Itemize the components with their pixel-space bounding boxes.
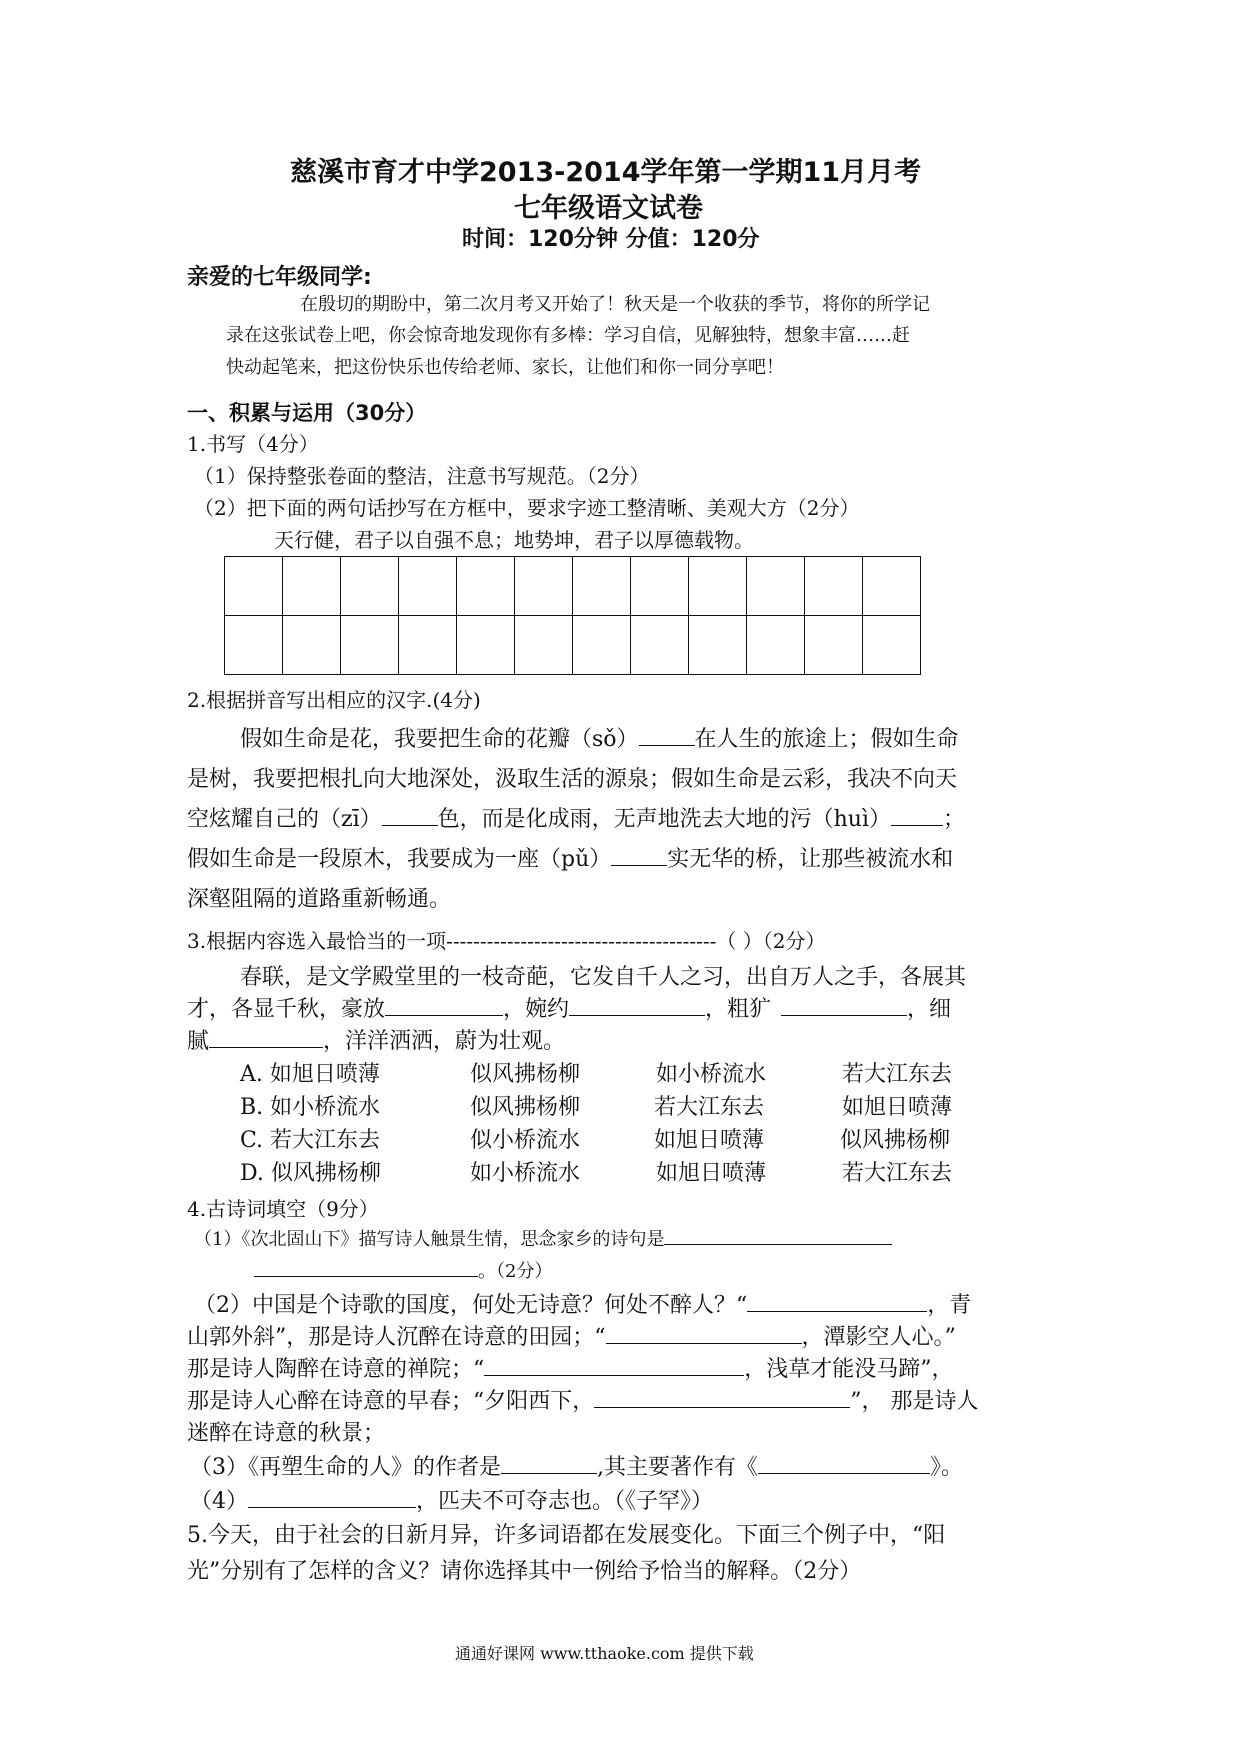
grid-cell[interactable] [225, 557, 283, 616]
option-text: 似风拂杨柳 [470, 1095, 581, 1120]
grid-cell[interactable] [515, 557, 573, 616]
grid-cell[interactable] [573, 557, 631, 616]
q2-line [187, 842, 953, 873]
q3-text: ，婉约 [503, 997, 570, 1022]
q2-text: 在人生的旅途上；假如生命 [694, 727, 959, 752]
q3-text: 腻 [187, 1029, 210, 1054]
grid-cell[interactable] [747, 616, 805, 675]
q2-title: 2.根据拼音写出相应的汉字.(4分) [187, 688, 481, 712]
option-text: C. 若大江东去 [240, 1128, 381, 1153]
q3-text: 才，各显千秋，豪放 [187, 997, 386, 1022]
option-text: 若大江东去 [842, 1062, 953, 1087]
grid-cell[interactable] [341, 557, 399, 616]
greeting-salutation: 亲爱的七年级同学: [187, 265, 372, 290]
exam-title: 慈溪市育才中学2013-2014学年第一学期11月月考 [290, 157, 922, 188]
q2-text: 假如生命是一段原木，我要成为一座（pǔ） [187, 847, 612, 872]
answer-blank[interactable] [248, 1487, 416, 1508]
time-score: 时间：120分钟 分值：120分 [462, 227, 760, 252]
option-text: 如旭日喷薄 [656, 1161, 767, 1186]
q4-text: ，匹夫不可夺志也。（《子罕》） [416, 1489, 714, 1514]
answer-blank[interactable] [891, 805, 943, 826]
q4-line [254, 1256, 552, 1283]
q2-text: ； [943, 807, 966, 832]
q2-text: 色，而是化成雨，无声地洗去大地的污（huì） [437, 807, 892, 832]
answer-blank[interactable] [385, 995, 503, 1016]
q2-line [187, 802, 965, 833]
answer-blank[interactable] [781, 995, 907, 1016]
q4-line [187, 1384, 979, 1415]
page-footer: 通通好课网 www.tthaoke.com 提供下载 [455, 1644, 754, 1663]
grid-cell[interactable] [863, 557, 921, 616]
option-text: 如小桥流水 [470, 1161, 581, 1186]
option-text: A. 如旭日喷薄 [240, 1062, 380, 1087]
greeting-line: 快动起笔来，把这份快乐也传给老师、家长，让他们和你一同分享吧！ [226, 357, 784, 378]
option-text: 如旭日喷薄 [842, 1095, 953, 1120]
answer-blank[interactable] [209, 1027, 323, 1048]
answer-blank[interactable] [484, 1355, 744, 1376]
q4-line [187, 1352, 954, 1383]
q2-line: 是树，我要把根扎向大地深处，汲取生活的源泉；假如生命是云彩，我决不向天 [187, 767, 958, 792]
option-text: 如旭日喷薄 [654, 1128, 765, 1153]
q4-text: 那是诗人心醉在诗意的早春；“夕阳西下， [187, 1389, 595, 1414]
q3-line [187, 992, 951, 1023]
q4-text: （2）中国是个诗歌的国度，何处无诗意？何处不醉人？“ [194, 1293, 748, 1318]
q2-line: 深壑阻隔的道路重新畅通。 [187, 887, 452, 912]
q2-text: 假如生命是花，我要把生命的花瓣（sǒ） [240, 727, 639, 752]
grid-cell[interactable] [863, 616, 921, 675]
grid-cell[interactable] [399, 557, 457, 616]
q4-line [190, 1450, 963, 1481]
greeting-line: 在殷切的期盼中，第二次月考又开始了！秋天是一个收获的季节，将你的所学记 [300, 294, 930, 315]
grid-cell[interactable] [457, 557, 515, 616]
q1-sub1: （1）保持整张卷面的整洁，注意书写规范。（2分） [194, 464, 650, 488]
q4-text: 那是诗人陶醉在诗意的禅院；“ [187, 1357, 485, 1382]
q4-text: ”， 那是诗人 [850, 1389, 979, 1414]
answer-blank[interactable] [382, 805, 438, 826]
grid-cell[interactable] [341, 616, 399, 675]
q1-sub2: （2）把下面的两句话抄写在方框中，要求字迹工整清晰、美观大方（2分） [194, 496, 860, 520]
grid-cell[interactable] [747, 557, 805, 616]
q3-line: 春联，是文学殿堂里的一枝奇葩，它发自千人之习，出自万人之手，各展其 [240, 965, 967, 990]
exam-subtitle: 七年级语文试卷 [514, 193, 703, 224]
q4-text: 山郭外斜”，那是诗人沉醉在诗意的田园；“ [187, 1325, 606, 1350]
q4-line [190, 1484, 713, 1515]
q2-text: 空炫耀自己的（zī） [187, 807, 382, 832]
grid-cell[interactable] [631, 557, 689, 616]
writing-grid[interactable] [224, 556, 921, 675]
q4-text: ,其主要著作有《 [597, 1455, 758, 1480]
q3-text: ，洋洋洒洒，蔚为壮观。 [323, 1029, 566, 1054]
option-text: 如小桥流水 [656, 1062, 767, 1087]
q1-quote: 天行健，君子以自强不息；地势坤，君子以厚德载物。 [274, 528, 754, 552]
q4-text: （4） [190, 1489, 248, 1514]
answer-blank[interactable] [611, 845, 667, 866]
grid-cell[interactable] [805, 616, 863, 675]
option-text: 若大江东去 [654, 1095, 765, 1120]
greeting-line: 录在这张试卷上吧，你会惊奇地发现你有多棒：学习自信，见解独特，想象丰富……赶 [226, 325, 910, 346]
q2-line [240, 722, 959, 753]
grid-row [225, 557, 921, 616]
q4-line [194, 1288, 971, 1319]
section-heading: 一、积累与运用（30分） [187, 401, 427, 425]
answer-blank[interactable] [606, 1323, 802, 1344]
answer-blank[interactable] [569, 995, 705, 1016]
answer-blank[interactable] [254, 1256, 478, 1277]
grid-row [225, 616, 921, 675]
option-text: B. 如小桥流水 [240, 1095, 381, 1120]
answer-blank[interactable] [639, 725, 695, 746]
q4-title: 4.古诗词填空（9分） [187, 1197, 379, 1221]
answer-blank[interactable] [747, 1291, 927, 1312]
q4-line [194, 1224, 892, 1251]
q3-text: ，细 [907, 997, 952, 1022]
answer-blank[interactable] [664, 1224, 892, 1245]
grid-cell[interactable] [631, 616, 689, 675]
q4-text: 。（2分） [478, 1261, 553, 1282]
q5-line: 5.今天，由于社会的日新月异，许多词语都在发展变化。下面三个例子中，“阳 [187, 1523, 946, 1548]
q4-text: ，浅草才能没马蹄”， [744, 1357, 954, 1382]
q4-text: （3）《再塑生命的人》的作者是 [190, 1455, 501, 1480]
answer-blank[interactable] [758, 1453, 930, 1474]
grid-cell[interactable] [225, 616, 283, 675]
grid-cell[interactable] [283, 616, 341, 675]
grid-cell[interactable] [399, 616, 457, 675]
grid-cell[interactable] [805, 557, 863, 616]
answer-blank[interactable] [501, 1453, 597, 1474]
q4-text: （1）《次北固山下》描写诗人触景生情，思念家乡的诗句是 [194, 1229, 665, 1250]
grid-cell[interactable] [689, 616, 747, 675]
q4-text: 》。 [930, 1455, 964, 1480]
q4-text: ，青 [927, 1293, 972, 1318]
grid-cell[interactable] [515, 616, 573, 675]
option-text: 似风拂杨柳 [840, 1128, 951, 1153]
option-text: 若大江东去 [842, 1161, 953, 1186]
grid-cell[interactable] [283, 557, 341, 616]
option-text: 似风拂杨柳 [470, 1062, 581, 1087]
grid-cell[interactable] [689, 557, 747, 616]
q3-title: 3.根据内容选入最恰当的一项----------------------------------------（ ）（2分） [187, 929, 826, 953]
q1-title: 1.书写（4分） [187, 432, 319, 456]
q3-line [187, 1024, 565, 1055]
option-text: D. 似风拂杨柳 [240, 1161, 381, 1186]
q4-text: ，潭影空人心。” [801, 1325, 956, 1350]
grid-cell[interactable] [573, 616, 631, 675]
q4-line [187, 1320, 956, 1351]
answer-blank[interactable] [594, 1387, 850, 1408]
option-text: 似小桥流水 [470, 1128, 581, 1153]
grid-cell[interactable] [457, 616, 515, 675]
q5-line: 光”分别有了怎样的含义？请你选择其中一例给予恰当的解释。（2分） [187, 1559, 862, 1584]
q4-line: 迷醉在诗意的秋景； [187, 1421, 386, 1446]
q3-text: ，粗犷 [705, 997, 772, 1022]
q2-text: 实无华的桥，让那些被流水和 [667, 847, 954, 872]
